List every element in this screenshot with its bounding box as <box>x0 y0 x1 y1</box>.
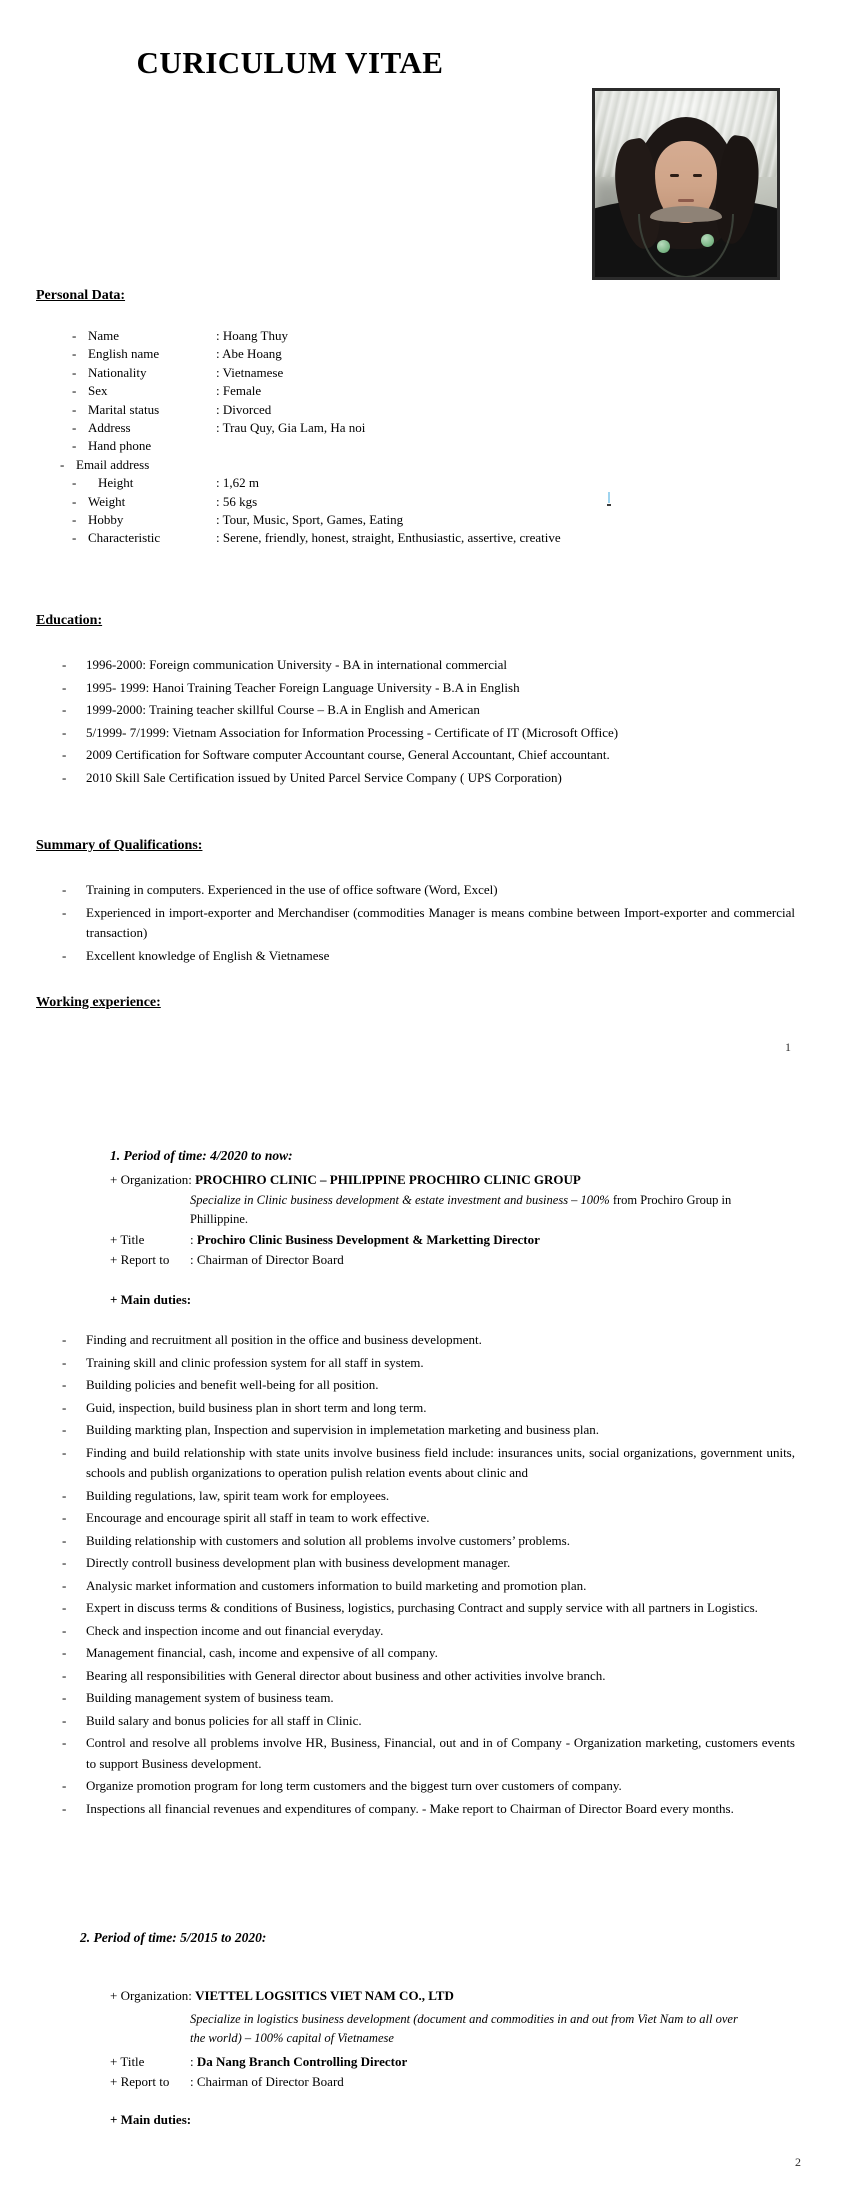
job-1-organization-label: + Organization: <box>110 1172 192 1187</box>
list-item: - Building policies and benefit well-being for all position. <box>60 1375 795 1396</box>
list-item: - Building regulations, law, spirit team work for employees. <box>60 1486 795 1507</box>
list-item: - Building markting plan, Inspection and supervision in implemetation marketing and business plan. <box>60 1420 795 1441</box>
personal-data-table <box>60 328 592 549</box>
scan-artifact-mark <box>608 492 610 503</box>
table-row <box>72 530 592 548</box>
job-1-report-label: + Report to <box>110 1252 170 1267</box>
row-label: Sex <box>88 383 108 399</box>
list-item: - Excellent knowledge of English & Vietnamese <box>60 946 795 967</box>
row-dash: - <box>72 401 77 417</box>
list-item: - Encourage and encourage spirit all staff in team to work effective. <box>60 1508 795 1529</box>
section-heading-personal-data: Personal Data: <box>36 288 126 303</box>
list-item: - Training skill and clinic profession system for all staff in system. <box>60 1353 795 1374</box>
table-row <box>72 420 592 438</box>
row-label: Hand phone <box>88 438 152 454</box>
table-row <box>72 475 592 493</box>
photo-background <box>595 91 777 277</box>
list-item: - 1995- 1999: Hanoi Training Teacher Foreign Language University - B.A in English <box>60 678 795 699</box>
page-title: CURICULUM VITAE <box>136 45 444 80</box>
list-item: - Build salary and bonus policies for all staff in Clinic. <box>60 1711 795 1732</box>
table-row <box>72 365 592 383</box>
photo-necklace-bead <box>701 234 714 247</box>
row-value: : 56 kgs <box>216 493 258 509</box>
table-row <box>72 328 592 346</box>
list-item: - Experienced in import-exporter and Merchandiser (commodities Manager is means combine between Import-exporter and commercial transaction) <box>60 903 795 944</box>
list-item: - 5/1999- 7/1999: Vietnam Association for Information Processing - Certificate of IT (Microsoft Office) <box>60 723 795 744</box>
row-value <box>216 457 592 475</box>
portrait-photo <box>592 88 780 280</box>
row-value: : Trau Quy, Gia Lam, Ha noi <box>216 419 366 435</box>
list-item: - 1996-2000: Foreign communication University - BA in international commercial <box>60 655 795 676</box>
job-2-description <box>190 2010 750 2048</box>
row-value: : Tour, Music, Sport, Games, Eating <box>216 511 404 527</box>
job-1-title-value: Prochiro Clinic Business Development & Marketting Director <box>196 1232 540 1247</box>
row-dash: - <box>72 511 77 527</box>
job-1-main-duties-heading: + Main duties: <box>110 1292 192 1307</box>
job-1-description-italic: Specialize in Clinic business development & estate investment and business – 100% <box>190 1193 610 1207</box>
row-dash: - <box>72 419 77 435</box>
job-2-title-separator: : <box>190 2054 194 2069</box>
row-dash: - <box>72 383 77 399</box>
list-item: - Directly controll business development plan with business development manager. <box>60 1553 795 1574</box>
table-row <box>72 402 592 420</box>
row-label: Nationality <box>88 364 147 380</box>
row-dash: - <box>72 364 77 380</box>
list-item: - Analysic market information and customers information to build marketing and promotion plan. <box>60 1576 795 1597</box>
list-item: - Control and resolve all problems involve HR, Business, Financial, out and in of Company - Organization marketing, customers events to support Business development. <box>60 1733 795 1774</box>
list-item: - 2009 Certification for Software computer Accountant course, General Accountant, Chief accountant. <box>60 745 795 766</box>
section-heading-summary-of-qualifications: Summary of Qualifications: <box>36 838 203 853</box>
list-item: - Management financial, cash, income and expensive of all company. <box>60 1643 795 1664</box>
row-dash: - <box>72 438 77 454</box>
job-2-period: 2. Period of time: 5/2015 to 2020: <box>80 1930 267 1945</box>
row-dash: - <box>72 328 77 343</box>
job-1-description <box>190 1191 790 1229</box>
job-1-report-row <box>110 1250 344 1270</box>
page-number-top: 1 <box>785 1040 791 1054</box>
row-value: : Vietnamese <box>216 364 284 380</box>
list-item: - Building relationship with customers and solution all problems involve customers’ problems. <box>60 1531 795 1552</box>
list-item: - Guid, inspection, build business plan in short term and long term. <box>60 1398 795 1419</box>
row-label: Hobby <box>88 511 124 527</box>
section-heading-education: Education: <box>36 613 103 628</box>
photo-necklace-bead <box>657 240 670 253</box>
row-label: Marital status <box>88 401 160 417</box>
job-1-organization-name: PROCHIRO CLINIC – PHILIPPINE PROCHIRO CLINIC GROUP <box>195 1172 581 1187</box>
job-2-organization <box>110 1986 454 2006</box>
job-1-duties-list <box>60 1330 795 1821</box>
job-1-title-separator: : <box>190 1232 194 1247</box>
row-dash: - <box>60 456 65 472</box>
job-1-report-value: : Chairman of Director Board <box>190 1252 344 1267</box>
list-item: - 1999-2000: Training teacher skillful Course – B.A in English and American <box>60 700 795 721</box>
table-row <box>72 457 592 475</box>
row-label: Height <box>98 475 134 491</box>
row-label: English name <box>88 346 160 362</box>
table-row <box>72 346 592 364</box>
list-item: - Organize promotion program for long term customers and the biggest turn over customers of company. <box>60 1776 795 1797</box>
summary-list <box>60 880 795 968</box>
row-dash: - <box>72 530 77 546</box>
row-value: : Abe Hoang <box>216 346 282 362</box>
job-1-title-row <box>110 1230 540 1250</box>
job-2-organization-name: VIETTEL LOGSITICS VIET NAM CO., LTD <box>195 1988 454 2003</box>
job-1-organization <box>110 1170 581 1190</box>
list-item: - Finding and recruitment all position in the office and business development. <box>60 1330 795 1351</box>
page-number-bottom: 2 <box>795 2155 801 2169</box>
list-item: - Finding and build relationship with state units involve business field include: insurances units, social organizations, government units, schools and publish organizations to operation pulish relation events about clinic and <box>60 1443 795 1484</box>
row-value: : 1,62 m <box>216 475 259 491</box>
list-item: - Bearing all responsibilities with General director about business and other activities involve branch. <box>60 1666 795 1687</box>
table-row <box>72 438 592 456</box>
row-label: Email address <box>76 456 150 472</box>
row-value: : Hoang Thuy <box>216 328 288 343</box>
job-2-report-value: : Chairman of Director Board <box>190 2074 344 2089</box>
job-2-main-duties-heading: + Main duties: <box>110 2112 192 2127</box>
row-label: Weight <box>88 493 126 509</box>
list-item: - Building management system of business team. <box>60 1688 795 1709</box>
row-value: : Female <box>216 383 262 399</box>
job-2-description-italic: Specialize in logistics business development (document and commodities in and out from Viet Nam to all over the world) – 100% capital of Vietnamese <box>190 2012 738 2045</box>
row-value: : Serene, friendly, honest, straight, Enthusiastic, assertive, creative <box>216 530 561 546</box>
row-dash: - <box>72 493 77 509</box>
list-item: - Check and inspection income and out financial everyday. <box>60 1621 795 1642</box>
list-item: - Inspections all financial revenues and expenditures of company. - Make report to Chairman of Director Board every months. <box>60 1799 795 1820</box>
table-row <box>72 494 592 512</box>
job-2-report-row <box>110 2072 344 2092</box>
personal-data-rows <box>60 328 592 549</box>
list-item: - Expert in discuss terms & conditions of Business, logistics, purchasing Contract and supply service with all partners in Logistics. <box>60 1598 795 1619</box>
row-label: Address <box>88 419 131 435</box>
job-2-report-label: + Report to <box>110 2074 170 2089</box>
row-label: Name <box>88 328 120 343</box>
row-value <box>216 438 592 456</box>
photo-eye-right <box>693 174 702 177</box>
row-dash: - <box>72 346 77 362</box>
row-label: Characteristic <box>88 530 161 546</box>
job-1-description-tail: from Prochiro Group in Phillippine. <box>190 1193 732 1226</box>
row-dash: - <box>72 475 77 491</box>
job-2-organization-label: + Organization: <box>110 1988 192 2003</box>
job-2-title-row <box>110 2052 407 2072</box>
photo-eye-left <box>670 174 679 177</box>
table-row <box>72 383 592 401</box>
job-2-title-label: + Title <box>110 2054 145 2069</box>
list-item: - 2010 Skill Sale Certification issued by United Parcel Service Company ( UPS Corporation) <box>60 768 795 789</box>
photo-mouth <box>678 199 694 202</box>
row-value: : Divorced <box>216 401 272 417</box>
job-1-period: 1. Period of time: 4/2020 to now: <box>110 1148 293 1163</box>
table-row <box>72 512 592 530</box>
job-1-title-label: + Title <box>110 1232 145 1247</box>
job-2-title-value: Da Nang Branch Controlling Director <box>196 2054 408 2069</box>
list-item: - Training in computers. Experienced in the use of office software (Word, Excel) <box>60 880 795 901</box>
section-heading-working-experience: Working experience: <box>36 995 161 1010</box>
education-list <box>60 655 795 790</box>
